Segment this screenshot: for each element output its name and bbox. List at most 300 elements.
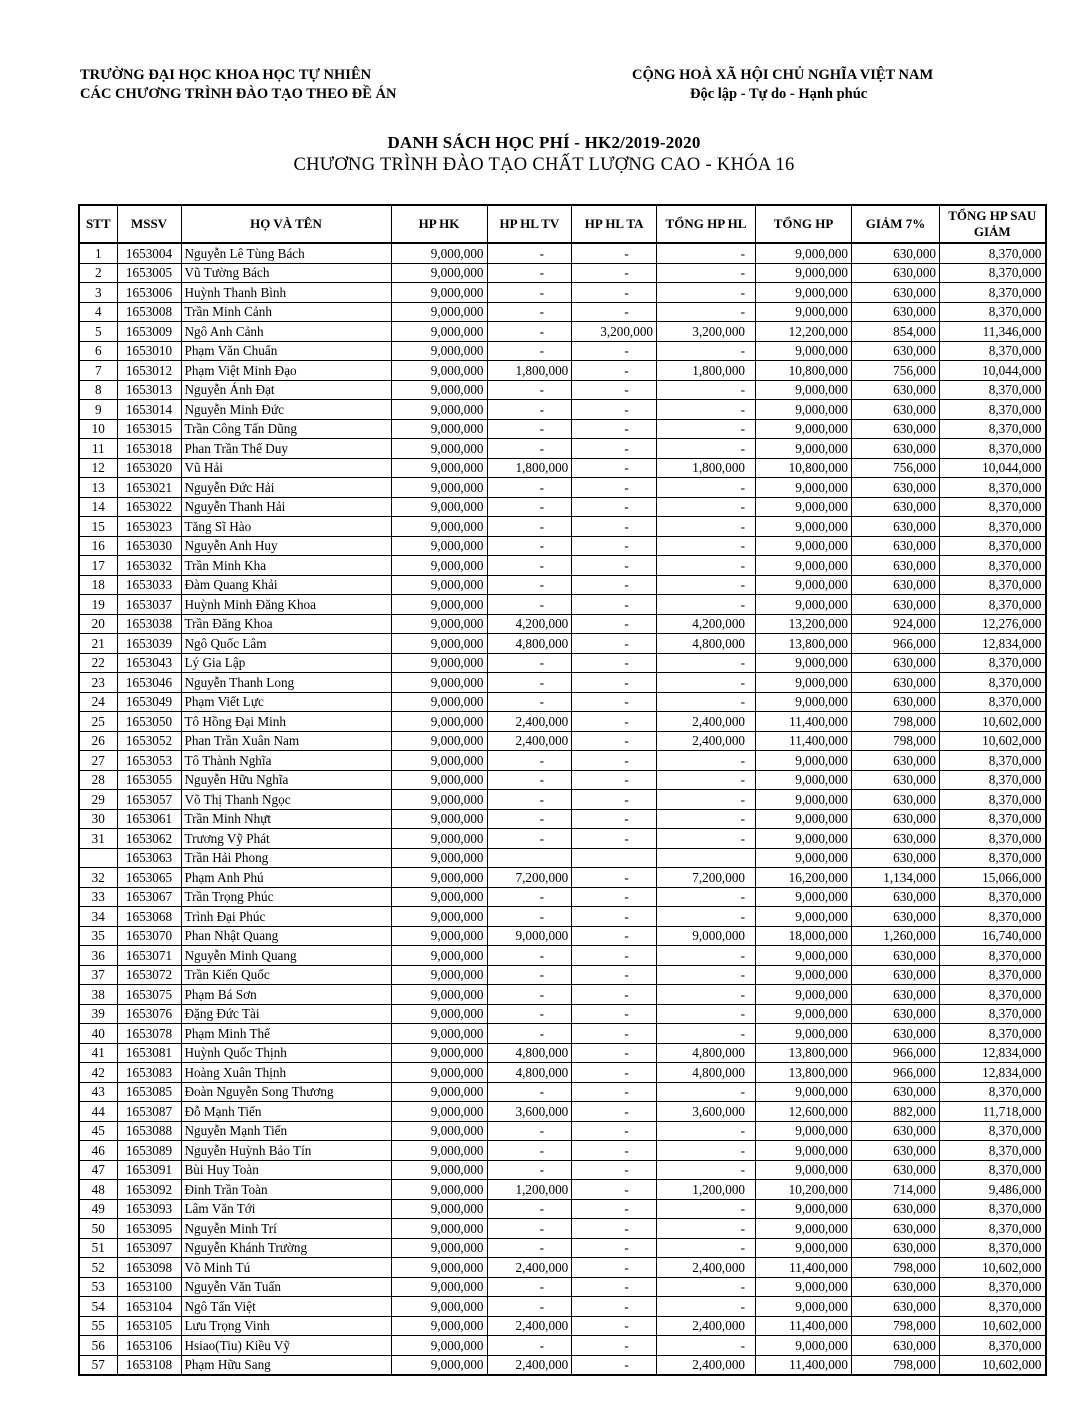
cell-mssv: 1653092: [117, 1180, 181, 1200]
cell-tong-hp-hl: 2,400,000: [657, 712, 756, 732]
cell-sau-giam: 12,276,000: [940, 614, 1046, 634]
cell-hp-hl-tv: -: [487, 341, 572, 361]
cell-hp-hk: 9,000,000: [391, 263, 487, 283]
cell-mssv: 1653061: [117, 809, 181, 829]
table-row: [79, 1043, 1046, 1063]
cell-name: Trần Minh Nhựt: [181, 809, 391, 829]
cell-stt: 26: [79, 731, 117, 751]
col-header-name: HỌ VÀ TÊN: [181, 205, 391, 243]
cell-hp-hl-tv: -: [487, 1121, 572, 1141]
cell-tong-hp: 10,800,000: [756, 458, 852, 478]
cell-name: Đàm Quang Khải: [181, 575, 391, 595]
table-row: [79, 458, 1046, 478]
cell-stt: 12: [79, 458, 117, 478]
table-row: [79, 926, 1046, 946]
cell-sau-giam: 8,370,000: [940, 770, 1046, 790]
cell-stt: 52: [79, 1258, 117, 1278]
cell-giam: 756,000: [852, 361, 940, 381]
cell-mssv: 1653067: [117, 887, 181, 907]
cell-hp-hl-ta: -: [572, 380, 657, 400]
cell-tong-hp-hl: -: [657, 946, 756, 966]
cell-sau-giam: 10,044,000: [940, 361, 1046, 381]
table-header-row: [79, 205, 1046, 243]
cell-tong-hp: 9,000,000: [756, 283, 852, 303]
cell-hp-hl-tv: -: [487, 829, 572, 849]
cell-sau-giam: 16,740,000: [940, 926, 1046, 946]
cell-stt: 44: [79, 1102, 117, 1122]
cell-hp-hl-tv: 4,800,000: [487, 1043, 572, 1063]
cell-hp-hk: 9,000,000: [391, 439, 487, 459]
cell-name: Trần Kiến Quốc: [181, 965, 391, 985]
cell-tong-hp-hl: -: [657, 809, 756, 829]
cell-mssv: 1653013: [117, 380, 181, 400]
cell-hp-hl-ta: -: [572, 1121, 657, 1141]
cell-hp-hl-tv: -: [487, 1297, 572, 1317]
cell-tong-hp: 9,000,000: [756, 1199, 852, 1219]
cell-giam: 756,000: [852, 458, 940, 478]
cell-hp-hl-ta: -: [572, 1277, 657, 1297]
cell-giam: 630,000: [852, 829, 940, 849]
cell-giam: 630,000: [852, 751, 940, 771]
cell-name: Hoàng Xuân Thịnh: [181, 1063, 391, 1083]
table-row: [79, 575, 1046, 595]
cell-hp-hk: 9,000,000: [391, 946, 487, 966]
cell-tong-hp: 11,400,000: [756, 1355, 852, 1375]
cell-giam: 630,000: [852, 1238, 940, 1258]
cell-tong-hp-hl: -: [657, 1199, 756, 1219]
cell-stt: 8: [79, 380, 117, 400]
table-row: [79, 341, 1046, 361]
cell-stt: 21: [79, 634, 117, 654]
cell-tong-hp-hl: 4,800,000: [657, 1063, 756, 1083]
cell-sau-giam: 11,346,000: [940, 322, 1046, 342]
cell-stt: [79, 848, 117, 868]
cell-name: Ngô Tấn Việt: [181, 1297, 391, 1317]
cell-stt: 46: [79, 1141, 117, 1161]
cell-hp-hl-tv: 4,800,000: [487, 634, 572, 654]
cell-giam: 1,134,000: [852, 868, 940, 888]
cell-stt: 38: [79, 985, 117, 1005]
cell-hp-hk: 9,000,000: [391, 595, 487, 615]
cell-tong-hp: 16,200,000: [756, 868, 852, 888]
cell-mssv: 1653012: [117, 361, 181, 381]
cell-mssv: 1653063: [117, 848, 181, 868]
cell-hp-hk: 9,000,000: [391, 1336, 487, 1356]
cell-hp-hl-ta: -: [572, 926, 657, 946]
cell-name: Trương Vỹ Phát: [181, 829, 391, 849]
cell-sau-giam: 10,602,000: [940, 731, 1046, 751]
cell-tong-hp-hl: -: [657, 439, 756, 459]
document-title: DANH SÁCH HỌC PHÍ - HK2/2019-2020: [387, 133, 701, 152]
cell-sau-giam: 8,370,000: [940, 302, 1046, 322]
cell-name: Võ Thị Thanh Ngọc: [181, 790, 391, 810]
cell-stt: 14: [79, 497, 117, 517]
cell-sau-giam: 8,370,000: [940, 1141, 1046, 1161]
cell-tong-hp: 11,400,000: [756, 1316, 852, 1336]
cell-giam: 630,000: [852, 653, 940, 673]
cell-hp-hk: 9,000,000: [391, 536, 487, 556]
cell-hp-hl-ta: -: [572, 673, 657, 693]
cell-tong-hp: 9,000,000: [756, 1082, 852, 1102]
cell-name: Huỳnh Thanh Bình: [181, 283, 391, 303]
table-row: [79, 1004, 1046, 1024]
cell-giam: 630,000: [852, 848, 940, 868]
cell-tong-hp: 11,400,000: [756, 1258, 852, 1278]
cell-hp-hl-tv: -: [487, 1082, 572, 1102]
cell-giam: 630,000: [852, 283, 940, 303]
cell-sau-giam: 8,370,000: [940, 673, 1046, 693]
cell-mssv: 1653105: [117, 1316, 181, 1336]
cell-tong-hp: 9,000,000: [756, 380, 852, 400]
cell-sau-giam: 8,370,000: [940, 790, 1046, 810]
cell-hp-hk: 9,000,000: [391, 341, 487, 361]
cell-hp-hl-tv: -: [487, 536, 572, 556]
cell-mssv: 1653104: [117, 1297, 181, 1317]
cell-stt: 10: [79, 419, 117, 439]
cell-tong-hp: 10,800,000: [756, 361, 852, 381]
cell-tong-hp-hl: -: [657, 556, 756, 576]
cell-mssv: 1653018: [117, 439, 181, 459]
institution-header: [80, 66, 397, 104]
cell-stt: 29: [79, 790, 117, 810]
cell-sau-giam: 15,066,000: [940, 868, 1046, 888]
table-row: [79, 1121, 1046, 1141]
cell-mssv: 1653010: [117, 341, 181, 361]
cell-tong-hp-hl: 1,800,000: [657, 458, 756, 478]
cell-giam: 798,000: [852, 1355, 940, 1375]
cell-tong-hp-hl: -: [657, 1336, 756, 1356]
cell-sau-giam: 8,370,000: [940, 497, 1046, 517]
cell-tong-hp-hl: -: [657, 790, 756, 810]
cell-name: Nguyễn Hữu Nghĩa: [181, 770, 391, 790]
cell-mssv: 1653015: [117, 419, 181, 439]
table-row: [79, 1297, 1046, 1317]
cell-hp-hl-ta: -: [572, 1160, 657, 1180]
cell-giam: 630,000: [852, 243, 940, 263]
cell-stt: 7: [79, 361, 117, 381]
cell-stt: 1: [79, 243, 117, 263]
cell-hp-hl-ta: -: [572, 1063, 657, 1083]
cell-tong-hp: 13,800,000: [756, 634, 852, 654]
cell-tong-hp: 10,200,000: [756, 1180, 852, 1200]
cell-mssv: 1653097: [117, 1238, 181, 1258]
cell-tong-hp: 11,400,000: [756, 731, 852, 751]
cell-hp-hl-ta: -: [572, 965, 657, 985]
cell-hp-hl-ta: -: [572, 1180, 657, 1200]
cell-tong-hp-hl: 2,400,000: [657, 1258, 756, 1278]
cell-hp-hl-tv: -: [487, 1141, 572, 1161]
cell-mssv: 1653020: [117, 458, 181, 478]
cell-mssv: 1653098: [117, 1258, 181, 1278]
cell-mssv: 1653050: [117, 712, 181, 732]
cell-stt: 39: [79, 1004, 117, 1024]
cell-mssv: 1653072: [117, 965, 181, 985]
table-row: [79, 1024, 1046, 1044]
cell-stt: 28: [79, 770, 117, 790]
cell-hp-hk: 9,000,000: [391, 731, 487, 751]
cell-mssv: 1653043: [117, 653, 181, 673]
cell-tong-hp-hl: -: [657, 497, 756, 517]
cell-tong-hp-hl: -: [657, 517, 756, 537]
cell-stt: 55: [79, 1316, 117, 1336]
cell-hp-hl-tv: 2,400,000: [487, 1258, 572, 1278]
cell-sau-giam: 8,370,000: [940, 965, 1046, 985]
cell-mssv: 1653062: [117, 829, 181, 849]
cell-giam: 630,000: [852, 1219, 940, 1239]
cell-hp-hl-tv: -: [487, 419, 572, 439]
cell-hp-hl-ta: -: [572, 1336, 657, 1356]
cell-hp-hl-tv: -: [487, 1024, 572, 1044]
cell-giam: 630,000: [852, 692, 940, 712]
cell-hp-hl-tv: -: [487, 985, 572, 1005]
cell-giam: 630,000: [852, 1336, 940, 1356]
cell-stt: 53: [79, 1277, 117, 1297]
col-header-tong-hp-hl: TỔNG HP HL: [657, 205, 756, 243]
table-row: [79, 614, 1046, 634]
cell-stt: 6: [79, 341, 117, 361]
cell-stt: 48: [79, 1180, 117, 1200]
cell-hp-hl-ta: -: [572, 985, 657, 1005]
cell-hp-hk: 9,000,000: [391, 1219, 487, 1239]
cell-hp-hl-ta: -: [572, 1024, 657, 1044]
cell-tong-hp: 18,000,000: [756, 926, 852, 946]
cell-mssv: 1653088: [117, 1121, 181, 1141]
cell-hp-hl-ta: -: [572, 751, 657, 771]
cell-hp-hk: 9,000,000: [391, 634, 487, 654]
table-row: [79, 1277, 1046, 1297]
cell-tong-hp: 9,000,000: [756, 243, 852, 263]
cell-hp-hl-tv: -: [487, 1160, 572, 1180]
cell-giam: 966,000: [852, 1063, 940, 1083]
cell-hp-hl-ta: -: [572, 283, 657, 303]
cell-hp-hl-tv: -: [487, 673, 572, 693]
cell-tong-hp-hl: -: [657, 536, 756, 556]
cell-tong-hp-hl: 4,800,000: [657, 634, 756, 654]
cell-mssv: 1653081: [117, 1043, 181, 1063]
cell-sau-giam: 10,602,000: [940, 1355, 1046, 1375]
cell-tong-hp-hl: -: [657, 1121, 756, 1141]
cell-hp-hk: 9,000,000: [391, 517, 487, 537]
cell-hp-hk: 9,000,000: [391, 965, 487, 985]
table-row: [79, 1180, 1046, 1200]
cell-tong-hp-hl: -: [657, 341, 756, 361]
cell-mssv: 1653039: [117, 634, 181, 654]
national-motto: Độc lập - Tự do - Hạnh phúc: [690, 86, 868, 102]
cell-hp-hl-ta: -: [572, 1004, 657, 1024]
country-name: CỘNG HOÀ XÃ HỘI CHỦ NGHĨA VIỆT NAM: [632, 67, 934, 83]
cell-stt: 57: [79, 1355, 117, 1375]
cell-hp-hk: 9,000,000: [391, 868, 487, 888]
cell-tong-hp-hl: -: [657, 1160, 756, 1180]
cell-name: Trần Minh Kha: [181, 556, 391, 576]
cell-name: Nguyễn Ánh Đạt: [181, 380, 391, 400]
table-row: [79, 517, 1046, 537]
table-row: [79, 829, 1046, 849]
cell-stt: 27: [79, 751, 117, 771]
cell-stt: 51: [79, 1238, 117, 1258]
cell-giam: 882,000: [852, 1102, 940, 1122]
program-name: CÁC CHƯƠNG TRÌNH ĐÀO TẠO THEO ĐỀ ÁN: [80, 86, 397, 102]
cell-stt: 17: [79, 556, 117, 576]
cell-name: Lý Gia Lập: [181, 653, 391, 673]
cell-name: Phạm Anh Phú: [181, 868, 391, 888]
cell-stt: 49: [79, 1199, 117, 1219]
cell-sau-giam: 8,370,000: [940, 692, 1046, 712]
cell-giam: 798,000: [852, 731, 940, 751]
cell-tong-hp-hl: -: [657, 829, 756, 849]
cell-giam: 630,000: [852, 809, 940, 829]
cell-mssv: 1653037: [117, 595, 181, 615]
cell-hp-hl-tv: -: [487, 575, 572, 595]
table-row: [79, 653, 1046, 673]
cell-tong-hp-hl: 2,400,000: [657, 1316, 756, 1336]
cell-giam: 714,000: [852, 1180, 940, 1200]
cell-stt: 47: [79, 1160, 117, 1180]
cell-tong-hp: 9,000,000: [756, 809, 852, 829]
cell-sau-giam: 8,370,000: [940, 751, 1046, 771]
cell-hp-hk: 9,000,000: [391, 419, 487, 439]
table-row: [79, 731, 1046, 751]
cell-name: Ngô Anh Cảnh: [181, 322, 391, 342]
table-row: [79, 536, 1046, 556]
cell-name: Nguyễn Minh Trí: [181, 1219, 391, 1239]
cell-hp-hl-ta: -: [572, 595, 657, 615]
cell-giam: 630,000: [852, 946, 940, 966]
cell-giam: 630,000: [852, 790, 940, 810]
cell-tong-hp-hl: -: [657, 302, 756, 322]
table-row: [79, 985, 1046, 1005]
cell-hp-hl-ta: -: [572, 419, 657, 439]
cell-stt: 2: [79, 263, 117, 283]
cell-mssv: 1653089: [117, 1141, 181, 1161]
cell-giam: 630,000: [852, 380, 940, 400]
cell-hp-hk: 9,000,000: [391, 907, 487, 927]
cell-tong-hp-hl: [657, 848, 756, 868]
cell-hp-hl-ta: -: [572, 1043, 657, 1063]
cell-name: Nguyễn Thanh Hải: [181, 497, 391, 517]
cell-stt: 33: [79, 887, 117, 907]
cell-tong-hp: 9,000,000: [756, 497, 852, 517]
cell-hp-hl-ta: -: [572, 439, 657, 459]
cell-hp-hl-ta: -: [572, 361, 657, 381]
cell-tong-hp: 9,000,000: [756, 419, 852, 439]
cell-hp-hk: 9,000,000: [391, 848, 487, 868]
cell-hp-hl-tv: -: [487, 400, 572, 420]
cell-giam: 630,000: [852, 965, 940, 985]
cell-hp-hl-ta: -: [572, 712, 657, 732]
cell-hp-hl-ta: -: [572, 1141, 657, 1161]
cell-stt: 4: [79, 302, 117, 322]
cell-sau-giam: 8,370,000: [940, 243, 1046, 263]
cell-hp-hl-tv: -: [487, 1219, 572, 1239]
cell-sau-giam: 8,370,000: [940, 1336, 1046, 1356]
table-row: [79, 790, 1046, 810]
cell-hp-hk: 9,000,000: [391, 1043, 487, 1063]
cell-tong-hp-hl: -: [657, 770, 756, 790]
table-row: [79, 439, 1046, 459]
table-row: [79, 322, 1046, 342]
cell-mssv: 1653009: [117, 322, 181, 342]
cell-mssv: 1653046: [117, 673, 181, 693]
cell-giam: 630,000: [852, 595, 940, 615]
cell-hp-hk: 9,000,000: [391, 1238, 487, 1258]
cell-hp-hl-ta: -: [572, 829, 657, 849]
cell-giam: 630,000: [852, 556, 940, 576]
cell-giam: 630,000: [852, 1024, 940, 1044]
cell-name: Bùi Huy Toàn: [181, 1160, 391, 1180]
table-row: [79, 302, 1046, 322]
cell-name: Vũ Tường Bách: [181, 263, 391, 283]
cell-mssv: 1653005: [117, 263, 181, 283]
cell-hp-hl-tv: -: [487, 790, 572, 810]
cell-tong-hp: 9,000,000: [756, 263, 852, 283]
cell-hp-hk: 9,000,000: [391, 1180, 487, 1200]
cell-hp-hl-tv: -: [487, 946, 572, 966]
cell-name: Phạm Văn Chuẩn: [181, 341, 391, 361]
cell-hp-hl-ta: -: [572, 907, 657, 927]
cell-hp-hl-tv: -: [487, 556, 572, 576]
cell-hp-hk: 9,000,000: [391, 985, 487, 1005]
cell-mssv: 1653006: [117, 283, 181, 303]
cell-stt: 24: [79, 692, 117, 712]
cell-tong-hp: 9,000,000: [756, 1141, 852, 1161]
cell-tong-hp-hl: -: [657, 965, 756, 985]
cell-sau-giam: 9,486,000: [940, 1180, 1046, 1200]
table-row: [79, 243, 1046, 263]
cell-tong-hp: 9,000,000: [756, 1004, 852, 1024]
cell-hp-hl-tv: 4,800,000: [487, 1063, 572, 1083]
cell-tong-hp-hl: 4,800,000: [657, 1043, 756, 1063]
cell-sau-giam: 12,834,000: [940, 1043, 1046, 1063]
col-header-hp-hk: HP HK: [391, 205, 487, 243]
cell-sau-giam: 8,370,000: [940, 1082, 1046, 1102]
cell-hp-hl-ta: -: [572, 243, 657, 263]
cell-stt: 23: [79, 673, 117, 693]
table-row: [79, 380, 1046, 400]
table-row: [79, 361, 1046, 381]
cell-name: Tô Thành Nghĩa: [181, 751, 391, 771]
cell-tong-hp: 13,800,000: [756, 1043, 852, 1063]
cell-tong-hp: 9,000,000: [756, 1160, 852, 1180]
cell-mssv: 1653008: [117, 302, 181, 322]
cell-stt: 25: [79, 712, 117, 732]
cell-tong-hp-hl: -: [657, 595, 756, 615]
cell-name: Tăng Sĩ Hào: [181, 517, 391, 537]
table-row: [79, 1102, 1046, 1122]
cell-tong-hp: 9,000,000: [756, 790, 852, 810]
cell-sau-giam: 12,834,000: [940, 1063, 1046, 1083]
cell-hp-hl-tv: -: [487, 965, 572, 985]
cell-hp-hl-ta: -: [572, 1297, 657, 1317]
cell-name: Phạm Viết Lực: [181, 692, 391, 712]
cell-sau-giam: 8,370,000: [940, 536, 1046, 556]
cell-giam: 630,000: [852, 1004, 940, 1024]
cell-tong-hp: 9,000,000: [756, 517, 852, 537]
cell-hp-hk: 9,000,000: [391, 1258, 487, 1278]
cell-hp-hl-tv: -: [487, 809, 572, 829]
cell-hp-hk: 9,000,000: [391, 770, 487, 790]
table-row: [79, 946, 1046, 966]
cell-name: Trần Công Tấn Dũng: [181, 419, 391, 439]
cell-mssv: 1653078: [117, 1024, 181, 1044]
cell-name: Nguyễn Anh Huy: [181, 536, 391, 556]
table-row: [79, 556, 1046, 576]
cell-hp-hk: 9,000,000: [391, 243, 487, 263]
table-row: [79, 1082, 1046, 1102]
national-motto-header: [632, 66, 933, 104]
cell-hp-hk: 9,000,000: [391, 361, 487, 381]
cell-sau-giam: 10,602,000: [940, 1258, 1046, 1278]
